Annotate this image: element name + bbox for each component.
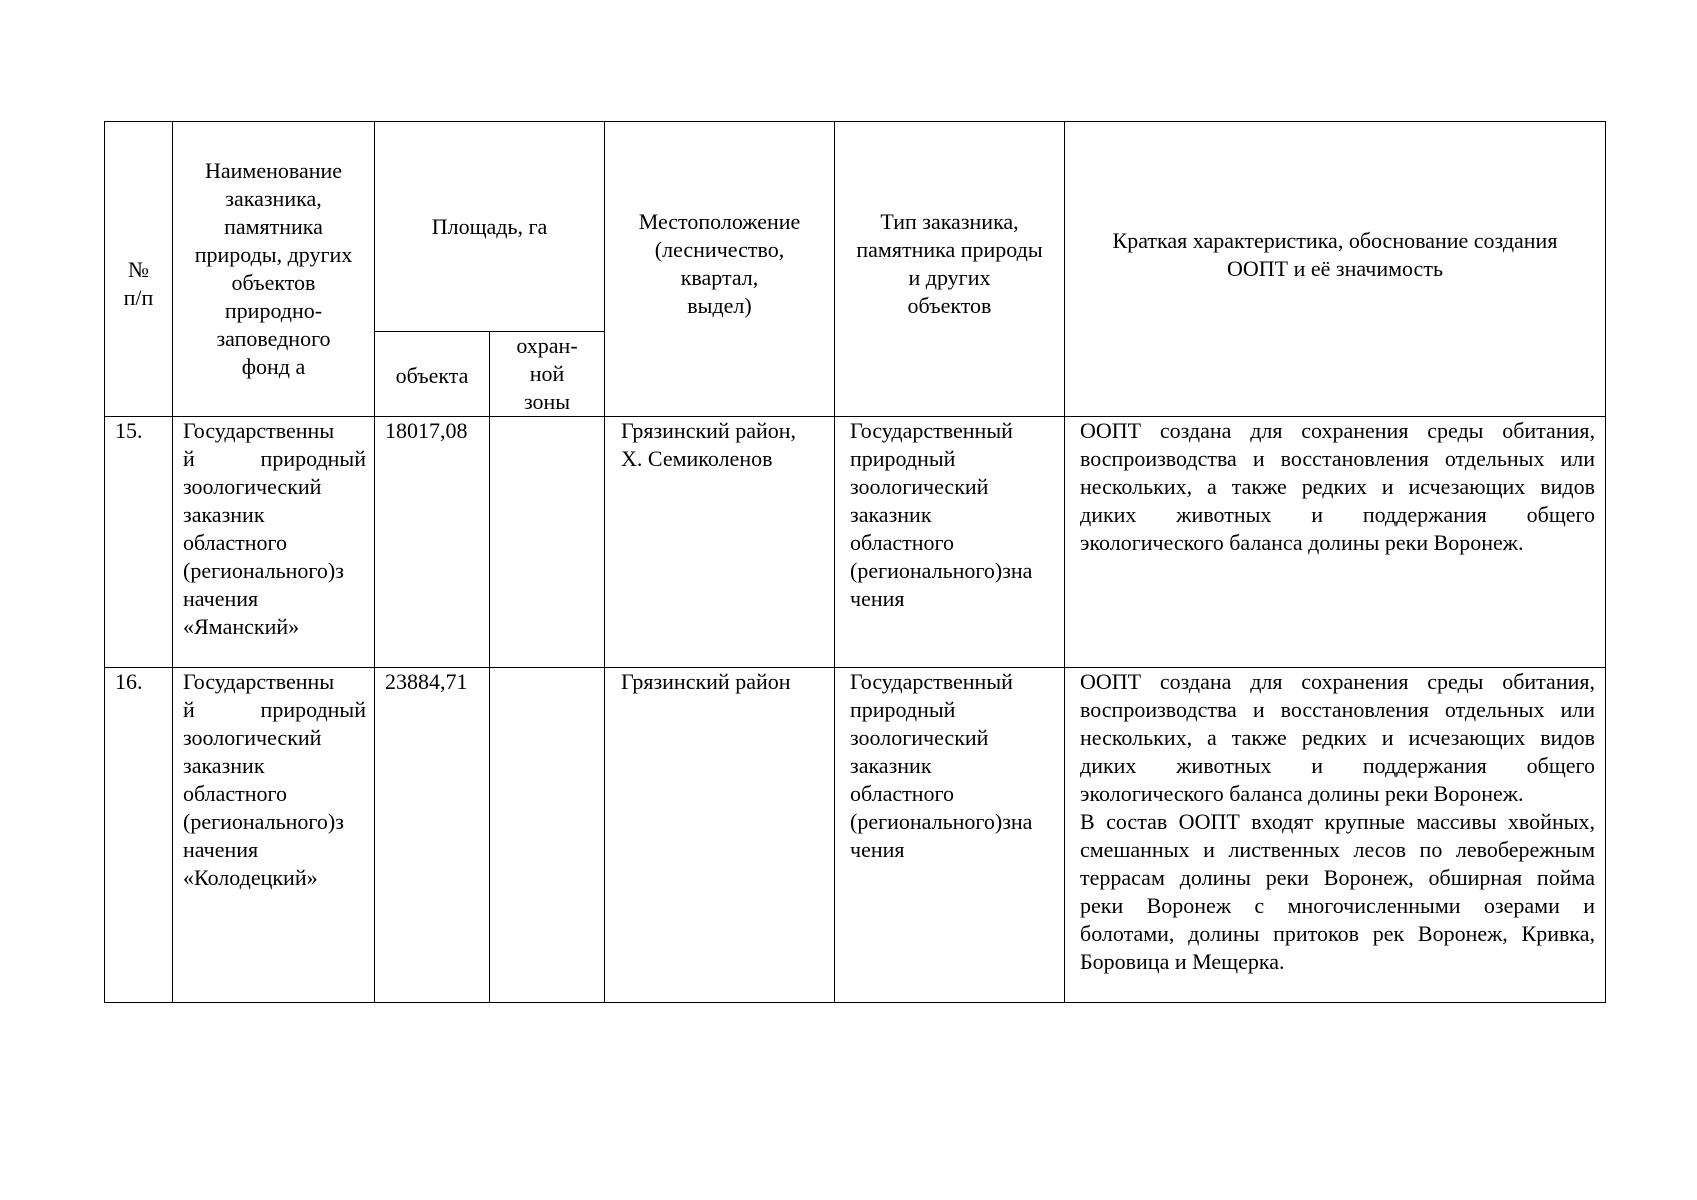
header-location-line: выдел) — [687, 293, 752, 318]
location-line: Х. Семиколенов — [621, 446, 773, 471]
header-area-object: объекта — [375, 332, 490, 417]
header-type-line: памятника природы — [856, 237, 1043, 262]
reserve-name-line: й природный — [183, 446, 366, 471]
header-location-line: (лесничество, — [654, 237, 785, 262]
reserve-name-line: Государственны — [183, 418, 335, 443]
type-line: Государственный — [850, 669, 1013, 694]
reserve-name — [173, 668, 375, 1003]
reserve-name-line: заказник — [183, 502, 265, 527]
type-line: зоологический — [850, 725, 989, 750]
location-cell — [605, 417, 835, 668]
reserve-name-line: зоологический — [183, 474, 322, 499]
header-area-zone-line: ной — [529, 361, 565, 386]
header-num-line: № — [128, 257, 149, 282]
area-zone-value — [490, 417, 605, 668]
reserve-name-line: Государственны — [183, 669, 335, 694]
type-line: (регионального)зна — [850, 558, 1033, 583]
reserve-name-line: областного — [183, 781, 288, 806]
area-object-value: 18017,08 — [375, 417, 490, 668]
row-number: 16. — [105, 668, 173, 1003]
header-description — [1065, 122, 1606, 417]
header-area-zone-line: охран- — [516, 333, 578, 358]
description-paragraph: В состав ООПТ входят крупные массивы хвойных, смешанных и лиственных лесов по левобережным террасам долины реки Воронеж, обширная пойма реки Воронеж с многочисленными озерами и болотами, долины притоков рек Воронеж, Кривка, Боровица и Мещерка. — [1080, 809, 1595, 974]
type-line: природный — [850, 697, 956, 722]
location-line: Грязинский район — [621, 669, 791, 694]
area-object-value: 23884,71 — [375, 668, 490, 1003]
header-name-line: заповедного — [216, 326, 331, 351]
reserve-name-line: заказник — [183, 753, 265, 778]
row-number: 15. — [105, 417, 173, 668]
header-num-line: п/п — [123, 285, 154, 310]
header-location — [605, 122, 835, 417]
table-row — [105, 417, 1606, 668]
header-location-line: Местоположение — [638, 209, 801, 234]
description-cell — [1065, 668, 1606, 1003]
header-description-line: ООПТ и её значимость — [1227, 256, 1443, 281]
type-line: областного — [850, 781, 955, 806]
reserve-name-line: начения — [183, 586, 259, 611]
header-name — [173, 122, 375, 417]
header-type-line: и других — [908, 265, 991, 290]
header-row — [105, 122, 1606, 332]
type-line: заказник — [850, 502, 932, 527]
table-row — [105, 668, 1606, 1003]
type-cell — [835, 417, 1065, 668]
type-line: заказник — [850, 753, 932, 778]
header-name-line: заказника, — [225, 186, 322, 211]
header-name-line: Наименование — [204, 158, 343, 183]
header-area-zone — [490, 332, 605, 417]
header-type-line: Тип заказника, — [880, 209, 1019, 234]
oopt-table — [104, 121, 1606, 1003]
type-line: Государственный — [850, 418, 1013, 443]
type-cell — [835, 668, 1065, 1003]
header-location-line: квартал, — [680, 265, 759, 290]
type-line: областного — [850, 530, 955, 555]
header-name-line: памятника — [224, 214, 323, 239]
header-name-line: природы, других — [194, 242, 353, 267]
type-line: чения — [850, 586, 905, 611]
reserve-name-line: й природный — [183, 697, 366, 722]
area-zone-value — [490, 668, 605, 1003]
reserve-name-line: «Колодецкий» — [183, 865, 318, 890]
description-paragraph: ООПТ создана для сохранения среды обитания, воспроизводства и восстановления отдельных или нескольких, а также редких и исчезающих видов диких животных и поддержания общего экологического баланса долины реки Воронеж. — [1080, 418, 1595, 555]
description-cell — [1065, 417, 1606, 668]
reserve-name-line: «Ямaнский» — [183, 614, 300, 639]
header-area: Площадь, га — [375, 122, 605, 332]
location-cell — [605, 668, 835, 1003]
document-sheet — [104, 121, 1605, 1003]
header-description-line: Краткая характеристика, обоснование создания — [1112, 228, 1558, 253]
reserve-name-line: (регионального)з — [183, 809, 344, 834]
header-name-line: объектов — [231, 270, 316, 295]
type-line: природный — [850, 446, 956, 471]
reserve-name-line: начения — [183, 837, 259, 862]
reserve-name — [173, 417, 375, 668]
header-name-line: фонд а — [241, 354, 306, 379]
reserve-name-line: (регионального)з — [183, 558, 344, 583]
type-line: чения — [850, 837, 905, 862]
description-paragraph: ООПТ создана для сохранения среды обитания, воспроизводства и восстановления отдельных или нескольких, а также редких и исчезающих видов диких животных и поддержания общего экологического баланса долины реки Воронеж. — [1080, 669, 1595, 806]
type-line: зоологический — [850, 474, 989, 499]
reserve-name-line: областного — [183, 530, 288, 555]
header-type — [835, 122, 1065, 417]
header-type-line: объектов — [907, 293, 992, 318]
header-name-line: природно- — [224, 298, 323, 323]
location-line: Грязинский район, — [621, 418, 797, 443]
header-num — [105, 122, 173, 417]
reserve-name-line: зоологический — [183, 725, 322, 750]
type-line: (регионального)зна — [850, 809, 1033, 834]
header-area-zone-line: зоны — [523, 389, 571, 414]
